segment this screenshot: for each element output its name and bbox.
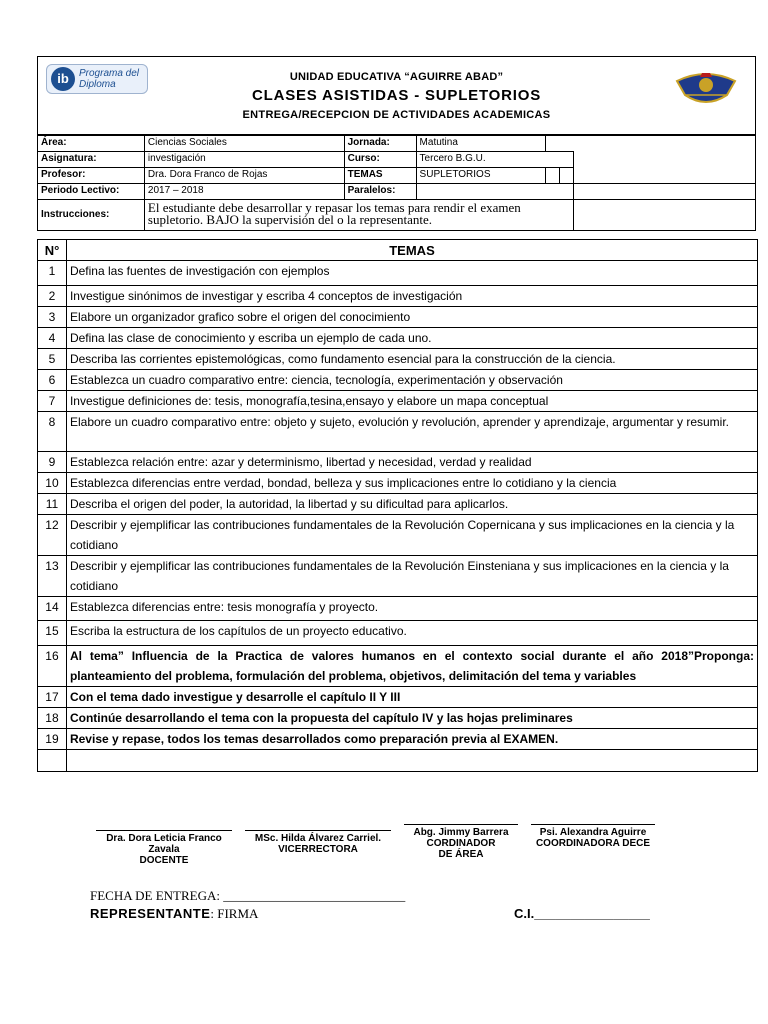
tema-number: 11	[38, 494, 67, 515]
tema-row	[38, 412, 758, 452]
fecha-entrega: FECHA DE ENTREGA: ____________________________	[90, 888, 406, 903]
signature-docente	[95, 830, 233, 866]
tema-text: Describir y ejemplificar las contribuciones fundamentales de la Revolución Copernicana y sus implicaciones en la ciencia y la cotidiano	[66, 515, 757, 556]
tema-number: 6	[38, 370, 67, 391]
page-subtitle: ENTREGA/RECEPCION DE ACTIVIDADES ACADEMICAS	[242, 109, 551, 121]
tema-text: Establezca relación entre: azar y determinismo, libertad y necesidad, verdad y realidad	[66, 452, 757, 473]
asignatura-label: Asignatura:	[38, 152, 145, 168]
profesor-value: Dra. Dora Franco de Rojas	[144, 168, 344, 184]
tema-text: Investigue sinónimos de investigar y escriba 4 conceptos de investigación	[66, 286, 757, 307]
tema-row	[38, 621, 758, 646]
page-title: CLASES ASISTIDAS - SUPLETORIOS	[251, 87, 542, 104]
tema-text: Establezca diferencias entre verdad, bondad, belleza y sus implicaciones entre lo cotidiano y la ciencia	[66, 473, 757, 494]
tema-number: 19	[38, 729, 67, 750]
jornada-label: Jornada:	[344, 136, 416, 152]
tema-row	[38, 391, 758, 412]
tema-text: Elabore un cuadro comparativo entre: objeto y sujeto, evolución y revolución, aprender y aprendizaje, argumentar y resumir.	[66, 412, 757, 452]
info-blank	[546, 136, 756, 152]
tema-number: 7	[38, 391, 67, 412]
signature-role: VICERRECTORA	[278, 844, 358, 855]
tema-row	[38, 328, 758, 349]
tema-text	[66, 750, 757, 772]
tema-row	[38, 646, 758, 687]
tema-text: Elabore un organizador grafico sobre el origen del conocimiento	[66, 307, 757, 328]
tema-number: 4	[38, 328, 67, 349]
area-value: Ciencias Sociales	[144, 136, 344, 152]
signature-name: MSc. Hilda Álvarez Carriel.	[254, 833, 382, 844]
tema-row	[38, 286, 758, 307]
tema-row	[38, 687, 758, 708]
signature-dece	[530, 824, 656, 849]
info-table	[37, 135, 756, 231]
tema-row	[38, 307, 758, 328]
tema-text: Establezca diferencias entre: tesis monografía y proyecto.	[66, 597, 757, 621]
temas-table	[37, 239, 758, 772]
tema-number: 12	[38, 515, 67, 556]
tema-number: 14	[38, 597, 67, 621]
signature-line	[531, 824, 655, 825]
info-blank	[546, 168, 560, 184]
tema-row	[38, 515, 758, 556]
signature-vicerrectora	[244, 830, 392, 855]
area-label: Área:	[38, 136, 145, 152]
info-blank	[574, 184, 756, 200]
signature-role: CORDINADOR DE ÁREA	[426, 838, 496, 860]
info-blank	[574, 152, 756, 168]
tema-text: Describa el origen del poder, la autoridad, la libertad y su dificultad para aplicarlos.	[66, 494, 757, 515]
tema-text: Describa las corrientes epistemológicas, como fundamento esencial para la construcción de la ciencia.	[66, 349, 757, 370]
ci-field: C.I.________________	[514, 906, 650, 921]
tema-number: 8	[38, 412, 67, 452]
tema-number: 16	[38, 646, 67, 687]
tema-number: 17	[38, 687, 67, 708]
tema-number: 5	[38, 349, 67, 370]
signature-coordinador-area	[402, 824, 520, 860]
periodo-label: Periodo Lectivo:	[38, 184, 145, 200]
tema-text: Al tema” Influencia de la Practica de valores humanos en el contexto social durante el año 2018”Proponga: planteamiento del problema, formulación del problema, objetivos, delimitación del tema y variables	[66, 646, 757, 687]
signature-role: COORDINADORA DECE	[535, 838, 651, 849]
school-name: UNIDAD EDUCATIVA “AGUIRRE ABAD”	[289, 71, 504, 83]
tema-text: Establezca un cuadro comparativo entre: ciencia, tecnología, experimentación y observación	[66, 370, 757, 391]
ib-logo-text: Programa del Diploma	[79, 68, 140, 90]
signature-line	[96, 830, 232, 831]
tema-number: 18	[38, 708, 67, 729]
tema-row	[38, 349, 758, 370]
tema-number: 13	[38, 556, 67, 597]
tema-number: 3	[38, 307, 67, 328]
info-blank	[574, 168, 756, 184]
tema-number	[38, 750, 67, 772]
tema-row	[38, 597, 758, 621]
tema-row	[38, 729, 758, 750]
tema-text: Describir y ejemplificar las contribuciones fundamentales de la Revolución Einsteniana y sus implicaciones en la ciencia y la cotidiano	[66, 556, 757, 597]
signature-name: Abg. Jimmy Barrera	[413, 827, 509, 838]
curso-label: Curso:	[344, 152, 416, 168]
asignatura-value: investigación	[144, 152, 344, 168]
profesor-label: Profesor:	[38, 168, 145, 184]
representante-line	[90, 906, 258, 922]
signature-role: DOCENTE	[139, 855, 189, 866]
signature-name: Psi. Alexandra Aguirre	[539, 827, 647, 838]
periodo-value: 2017 – 2018	[144, 184, 344, 200]
school-crest-icon	[675, 67, 737, 107]
tema-number: 2	[38, 286, 67, 307]
tema-number: 9	[38, 452, 67, 473]
tema-number: 10	[38, 473, 67, 494]
tema-row	[38, 494, 758, 515]
signature-line	[404, 824, 518, 825]
ib-logo-icon: ib	[51, 67, 75, 91]
col-temas-header: TEMAS	[66, 240, 757, 261]
tema-text: Investigue definiciones de: tesis, monografía,tesina,ensayo y elabore un mapa conceptual	[66, 391, 757, 412]
tema-text: Revise y repase, todos los temas desarrollados como preparación previa al EXAMEN.	[66, 729, 757, 750]
tema-number: 15	[38, 621, 67, 646]
tema-row	[38, 556, 758, 597]
tema-text: Defina las clase de conocimiento y escriba un ejemplo de cada uno.	[66, 328, 757, 349]
col-number-header: N°	[38, 240, 67, 261]
representante-label: REPRESENTANTE	[90, 906, 211, 921]
signature-line	[245, 830, 391, 831]
tema-text: Con el tema dado investigue y desarrolle el capítulo II Y III	[66, 687, 757, 708]
temas-label: TEMAS	[344, 168, 416, 184]
tema-row	[38, 370, 758, 391]
tema-text: Escriba la estructura de los capítulos de un proyecto educativo.	[66, 621, 757, 646]
firma-label: : FIRMA	[210, 906, 259, 921]
instrucciones-value: El estudiante debe desarrollar y repasar los temas para rendir el examen supletorio. BAJO la supervisión del o la representante.	[144, 200, 573, 231]
jornada-value: Matutina	[416, 136, 546, 152]
info-blank	[574, 200, 756, 231]
tema-row	[38, 473, 758, 494]
tema-text: Continúe desarrollando el tema con la propuesta del capítulo IV y las hojas preliminares	[66, 708, 757, 729]
signature-name: Dra. Dora Leticia Franco Zavala	[106, 833, 222, 855]
temas-value: SUPLETORIOS	[416, 168, 546, 184]
paralelos-value	[416, 184, 574, 200]
paralelos-label: Paralelos:	[344, 184, 416, 200]
header	[37, 56, 756, 135]
tema-row	[38, 452, 758, 473]
curso-value: Tercero B.G.U.	[416, 152, 574, 168]
info-blank	[560, 168, 574, 184]
tema-row-blank	[38, 750, 758, 772]
tema-row	[38, 261, 758, 286]
instrucciones-label: Instrucciones:	[38, 200, 145, 231]
tema-number: 1	[38, 261, 67, 286]
tema-row	[38, 708, 758, 729]
tema-text: Defina las fuentes de investigación con ejemplos	[66, 261, 757, 286]
